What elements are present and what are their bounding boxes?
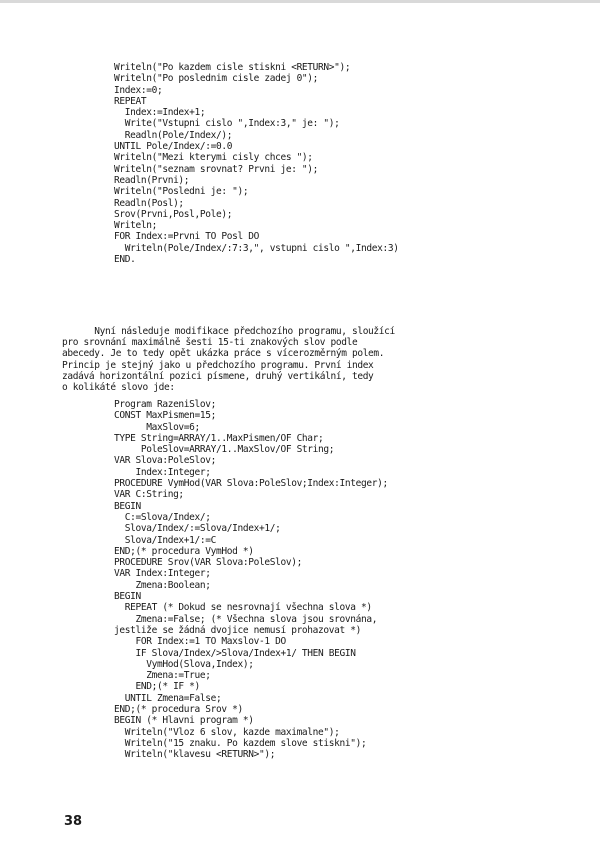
code-line: BEGIN (* Hlavni program *) bbox=[114, 715, 254, 727]
code-line: TYPE String=ARRAY/1..MaxPismen/OF Char; bbox=[114, 432, 324, 444]
code-line: Writeln; bbox=[114, 220, 157, 232]
code-line: VAR C:String; bbox=[114, 489, 184, 501]
body-paragraph bbox=[62, 326, 562, 393]
paragraph-line: zadává horizontální pozici písmene, druhý vertikální, tedy bbox=[62, 370, 374, 382]
code-line: BEGIN bbox=[114, 500, 141, 512]
code-line: Writeln("Po poslednim cisle zadej 0"); bbox=[114, 73, 319, 85]
code-line: Write("Vstupni cislo ",Index:3," je: "); bbox=[114, 118, 340, 130]
code-line: Writeln("Posledni je: "); bbox=[114, 186, 249, 198]
code-line: PROCEDURE Srov(VAR Slova:PoleSlov); bbox=[114, 557, 302, 569]
code-line: Index:Integer; bbox=[114, 466, 211, 478]
code-line: MaxSlov=6; bbox=[114, 421, 200, 433]
page-number: 38 bbox=[64, 814, 83, 829]
code-line: UNTIL Zmena=False; bbox=[114, 692, 222, 704]
code-line: Writeln("15 znaku. Po kazdem slove stiskni"); bbox=[114, 737, 367, 749]
code-line: Zmena:=True; bbox=[114, 670, 211, 682]
code-line: END;(* IF *) bbox=[114, 681, 200, 693]
code-line: BEGIN bbox=[114, 591, 141, 603]
code-line: Zmena:Boolean; bbox=[114, 579, 211, 591]
code-line: Writeln("seznam srovnat? Prvni je: "); bbox=[114, 163, 319, 175]
code-line: END. bbox=[114, 254, 136, 266]
code-line: Writeln(Pole/Index/:7:3,", vstupni cislo ",Index:3) bbox=[114, 242, 399, 254]
paragraph-line: Princip je stejný jako u předchozího programu. První index bbox=[62, 359, 374, 371]
code-line: VymHod(Slova,Index); bbox=[114, 658, 254, 670]
code-line: Index:=0; bbox=[114, 84, 163, 96]
code-line: IF Slova/Index/>Slova/Index+1/ THEN BEGIN bbox=[114, 647, 356, 659]
code-line: Writeln("klavesu <RETURN>"); bbox=[114, 749, 276, 761]
paragraph-line: Nyní následuje modifikace předchozího programu, sloužící bbox=[62, 326, 395, 337]
paragraph-line: o kolikáté slovo jde: bbox=[62, 381, 175, 393]
code-line: Zmena:=False; (* Všechna slova jsou srovnána, bbox=[114, 613, 378, 625]
code-line: FOR Index:=1 TO Maxslov-1 DO bbox=[114, 636, 286, 648]
scan-top-edge bbox=[0, 0, 600, 3]
code-line: Index:=Index+1; bbox=[114, 107, 206, 119]
code-line: Readln(Posl); bbox=[114, 197, 184, 209]
code-line: VAR Index:Integer; bbox=[114, 568, 211, 580]
code-line: Slova/Index+1/:=C bbox=[114, 534, 217, 546]
code-line: C:=Slova/Index/; bbox=[114, 511, 211, 523]
code-listing-2 bbox=[114, 399, 388, 761]
code-line: END;(* procedura VymHod *) bbox=[114, 545, 254, 557]
code-line: Writeln("Po kazdem cisle stiskni <RETURN>"); bbox=[114, 62, 351, 73]
code-line: jestliže se žádná dvojice nemusí prohazovat *) bbox=[114, 624, 361, 636]
code-line: REPEAT (* Dokud se nesrovnají všechna slova *) bbox=[114, 602, 372, 614]
paragraph-line: abecedy. Je to tedy opět ukázka práce s vícerozměrným polem. bbox=[62, 348, 385, 360]
code-line: Writeln("Vloz 6 slov, kazde maximalne"); bbox=[114, 726, 340, 738]
code-line: Readln(Pole/Index/); bbox=[114, 129, 233, 141]
code-line: VAR Slova:PoleSlov; bbox=[114, 455, 217, 467]
code-line: FOR Index:=Prvni TO Posl DO bbox=[114, 231, 259, 243]
code-line: CONST MaxPismen=15; bbox=[114, 410, 217, 422]
code-line: Readln(Prvni); bbox=[114, 174, 190, 186]
code-line: Writeln("Mezi kterymi cisly chces "); bbox=[114, 152, 313, 164]
code-line: PoleSlov=ARRAY/1..MaxSlov/OF String; bbox=[114, 444, 335, 456]
paragraph-line: pro srovnání maximálně šesti 15-ti znakových slov podle bbox=[62, 337, 358, 349]
code-line: END;(* procedura Srov *) bbox=[114, 704, 243, 716]
code-line: Srov(Prvni,Posl,Pole); bbox=[114, 208, 233, 220]
code-listing-1 bbox=[114, 62, 399, 265]
code-line: REPEAT bbox=[114, 95, 147, 107]
code-line: Slova/Index/:=Slova/Index+1/; bbox=[114, 523, 281, 535]
code-line: UNTIL Pole/Index/:=0.0 bbox=[114, 141, 233, 153]
code-line: PROCEDURE VymHod(VAR Slova:PoleSlov;Index:Integer); bbox=[114, 478, 388, 490]
code-line: Program RazeniSlov; bbox=[114, 399, 217, 410]
